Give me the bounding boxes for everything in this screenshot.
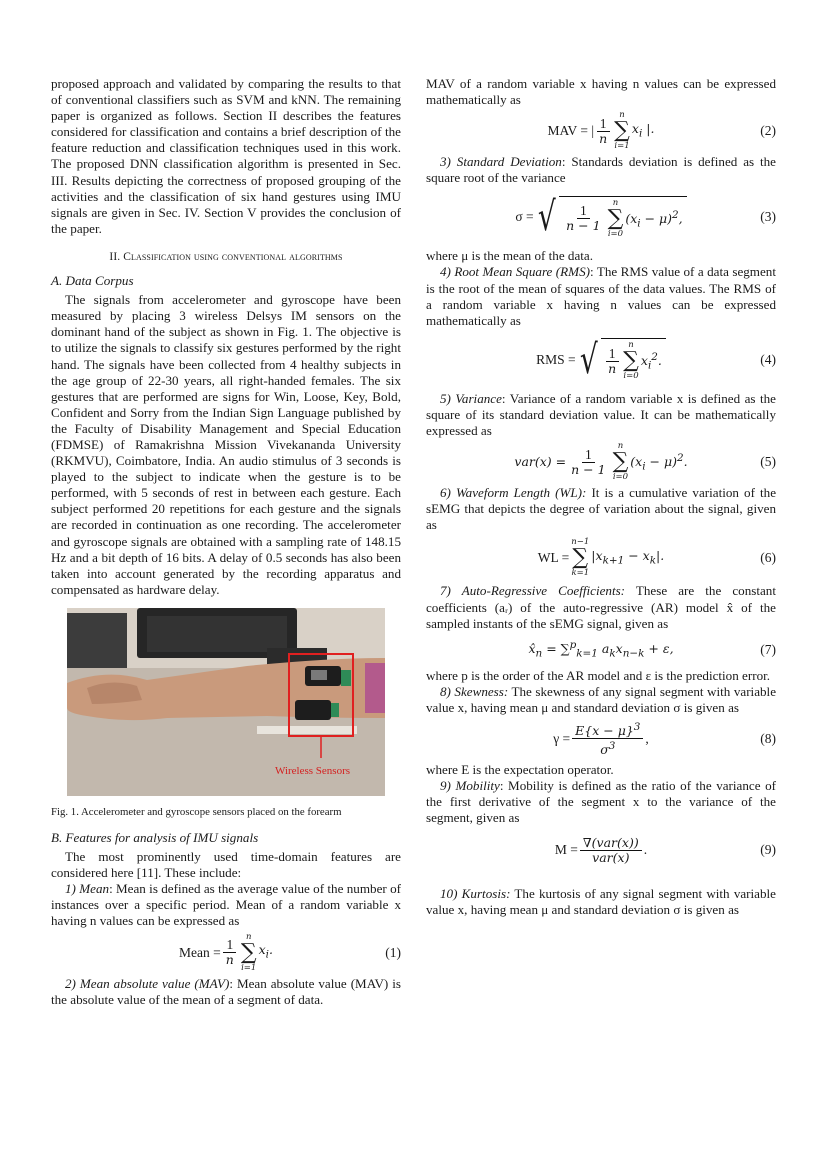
rms-paragraph (426, 264, 776, 328)
figure-forearm-photo (67, 608, 385, 796)
left-column (51, 76, 401, 1008)
eq7-body: $x̂_n = \sum^p_{k=1}$ $a_kx_{n-k} + \varepsilon$, (528, 639, 674, 660)
equation-7 (426, 632, 776, 668)
equation-1 (51, 930, 401, 976)
sd-paragraph (426, 154, 776, 186)
kurtosis-text: The kurtosis of any signal segment with variable value x, having mean μ and standard deviation σ is given as (426, 886, 776, 918)
eq6-term: $|x_{k+1} - x_k|$. (591, 548, 665, 567)
section-heading: II. Classification using conventional algorithms (109, 250, 343, 263)
var-text: : Variance of a random variable x is defined as the square of its standard deviation value. It can be mathematically expressed as (426, 390, 776, 439)
eq8-lhs: γ = (553, 730, 571, 746)
equation-6 (426, 533, 776, 583)
mean-text: : Mean is defined as the average value of the number of instances over a specific period. Mean of a random variable x having n values can be expressed as (51, 881, 401, 929)
eq3-number: (3) (760, 209, 776, 225)
equation-9: M = $\frac{\text{∇(var(x))}}{\text{var(x)}}$ . (9) (554, 834, 776, 865)
right-column (426, 76, 776, 919)
skew-paragraph (426, 684, 776, 716)
equation-8: γ = $\frac{E\{x - \mu\}^3}{\sigma^3}$ , (8) (553, 721, 776, 758)
eq5-number: (5) (760, 454, 776, 470)
mobility-text: : Mobility is defined as the ratio of the variance of the first derivative of the segment x to the variance of the segment, given as (426, 778, 777, 826)
sd-title: 3) Standard Deviation (440, 154, 562, 170)
eq8-number: (8) (760, 730, 776, 746)
figure-caption: Fig. 1. Accelerometer and gyroscope sensors placed on the forearm (51, 805, 342, 818)
eq9-lhs: M = (554, 842, 578, 858)
equation-2 (426, 108, 776, 154)
mu-note: where μ is the mean of the data. (426, 248, 593, 264)
mobility-title: 9) Mobility (440, 778, 500, 794)
sd-text: : Standards deviation is defined as the square root of the variance (426, 154, 776, 186)
eq1-number: (1) (385, 944, 401, 960)
wl-paragraph (426, 485, 776, 533)
eq4-lhs: RMS = (536, 351, 576, 367)
mav-title: 2) Mean absolute value (MAV) (65, 975, 230, 991)
eq2-frac: $\frac{1}{n}$ (596, 117, 610, 146)
eq2-term: $x_i$ |. (631, 120, 655, 140)
ar-note: where p is the order of the AR model and ε is the prediction error. (426, 667, 771, 683)
equation-5 (426, 439, 776, 485)
eq8-frac: $\frac{E\{x - \mu\}^3}{\sigma^3}$ (572, 720, 643, 757)
eq1-term: $x_i$. (258, 942, 273, 961)
mav-paragraph (51, 976, 401, 1008)
rms-title: 4) Root Mean Square (RMS) (440, 264, 590, 280)
skew-title: 8) Skewness: (440, 683, 509, 699)
mean-paragraph (51, 881, 401, 929)
expectation-note: where E is the expectation operator. (426, 761, 614, 777)
mav-text: : Mean absolute value (MAV) is the absolute value of the mean of a segment of data. (51, 975, 401, 1007)
subsection-data-corpus: A. Data Corpus (51, 273, 134, 289)
eq4-sqrt: √ $\frac{1}{n}$ n ∑ i=0 $x_i^2$. (576, 338, 666, 381)
figure-label: Wireless Sensors (275, 764, 351, 777)
equation-4 (426, 329, 776, 391)
eq6-sum: n−1 ∑ k=1 (571, 537, 590, 579)
rms-text: : The RMS value of a data segment is the root of the mean of squares of the data values. The RMS of a random variable x having n values can be expressed mathematically as (426, 264, 776, 328)
var-paragraph (426, 391, 776, 439)
eq2-lhs: MAV = | (547, 123, 595, 139)
eq5-lhs: var(x) = (514, 454, 567, 470)
eq4-number: (4) (760, 351, 776, 367)
skew-text: The skewness of any signal segment with variable value x, having mean μ and standard deviation σ is given as (426, 683, 777, 715)
subsection-features: B. Features for analysis of IMU signals (51, 830, 259, 845)
eq6-number: (6) (760, 550, 776, 566)
ar-title: 7) Auto-Regressive Coefficients: (440, 583, 626, 599)
ar-paragraph (426, 583, 776, 631)
eq1-frac: $\frac{1}{n}$ (223, 938, 237, 967)
var-title: 5) Variance (440, 390, 502, 406)
eq2-sum: n ∑ i=1 (614, 110, 630, 152)
features-intro-paragraph: The most prominently used time-domain features are considered here [11]. These include: (51, 849, 401, 881)
eq1-sum: n ∑ i=1 (240, 931, 257, 973)
eq9-number: (9) (760, 842, 776, 858)
eq2-number: (2) (760, 123, 776, 139)
data-corpus-paragraph: The signals from accelerometer and gyroscope have been measured by placing 3 wireless Delsys IM sensors on the dominant hand of the subject as shown in Fig. 1. The objective is to utilize the signals to classify six gestures performed by the right hand. The signals have been collected from 4 healthy subjects in the age group of 22-30 years, all right-handed females. The six gestures that are performed are signs for Win, Loose, Key, Bold, Confident and Sorry from the Indian Sign Language published by the Faculty of Disability Management and Special Education (FDMSE) of Ramakrishna Mission Vivekananda University (RKMVU), Coimbatore, India. An audio stimulus of 3 seconds is played to the subject to indicate when the gesture is to be performed, with 5 seconds of rest in between each gesture. Each subject performed 20 repetitions for each gesture and the signals are recorded in continuation as one recording. The accelerometer and gyroscope signals are obtained with a sampling rate of 148.15 Hz and a bit depth of 16 bits. A delay of 0.5 seconds has also been taken into account generated by the recording apparatus and compensated as hardware delay. (51, 292, 401, 597)
eq1-lhs: Mean = (179, 944, 221, 960)
mean-title: 1) Mean (65, 881, 110, 897)
mav-continuation: MAV of a random variable x having n values can be expressed mathematically as (426, 76, 776, 108)
eq3-lhs: σ = (515, 209, 534, 225)
wl-text: It is a cumulative variation of the sEMG that depicts the degree of variation about the signal, given as (426, 485, 777, 533)
equation-3 (426, 186, 776, 248)
mobility-paragraph (426, 778, 776, 826)
kurtosis-title: 10) Kurtosis: (440, 886, 511, 902)
eq5-term: $(x_i - \mu)^2$. (630, 451, 688, 473)
eq3-sqrt: √ $\frac{1}{n - 1}$ n ∑ i=0 $(x_i - \mu)^2$, (534, 196, 687, 239)
eq7-number: (7) (760, 641, 776, 657)
eq6-lhs: WL = (537, 550, 570, 566)
eq5-frac: $\frac{1}{n - 1}$ (571, 446, 606, 477)
ar-text: These are the constant coefficients (aᵣ) of the auto-regressive (AR) model x̂ of the sampled instants of the sEMG signal, given as (426, 583, 776, 631)
kurtosis-paragraph (426, 886, 776, 918)
wl-title: 6) Waveform Length (WL): (440, 485, 587, 501)
eq5-sum: n ∑ i=0 (612, 441, 629, 483)
eq9-frac: $\frac{\text{∇(var(x))}}{\text{var(x)}}$ (580, 836, 642, 865)
intro-paragraph: proposed approach and validated by comparing the results to that of conventional classifiers such as SVM and kNN. The remaining paper is organized as follows. Section II describes the features considered for classification and contains a brief description of the feature reduction and classification techniques used in this work. The proposed DNN classification algorithm is presented in Sec. III. Results depicting the correctness of proposed grouping of the activities and the classification of six hand gestures using IMU signals are given in Sec. IV. Section V provides the conclusion of the paper. (51, 76, 401, 236)
